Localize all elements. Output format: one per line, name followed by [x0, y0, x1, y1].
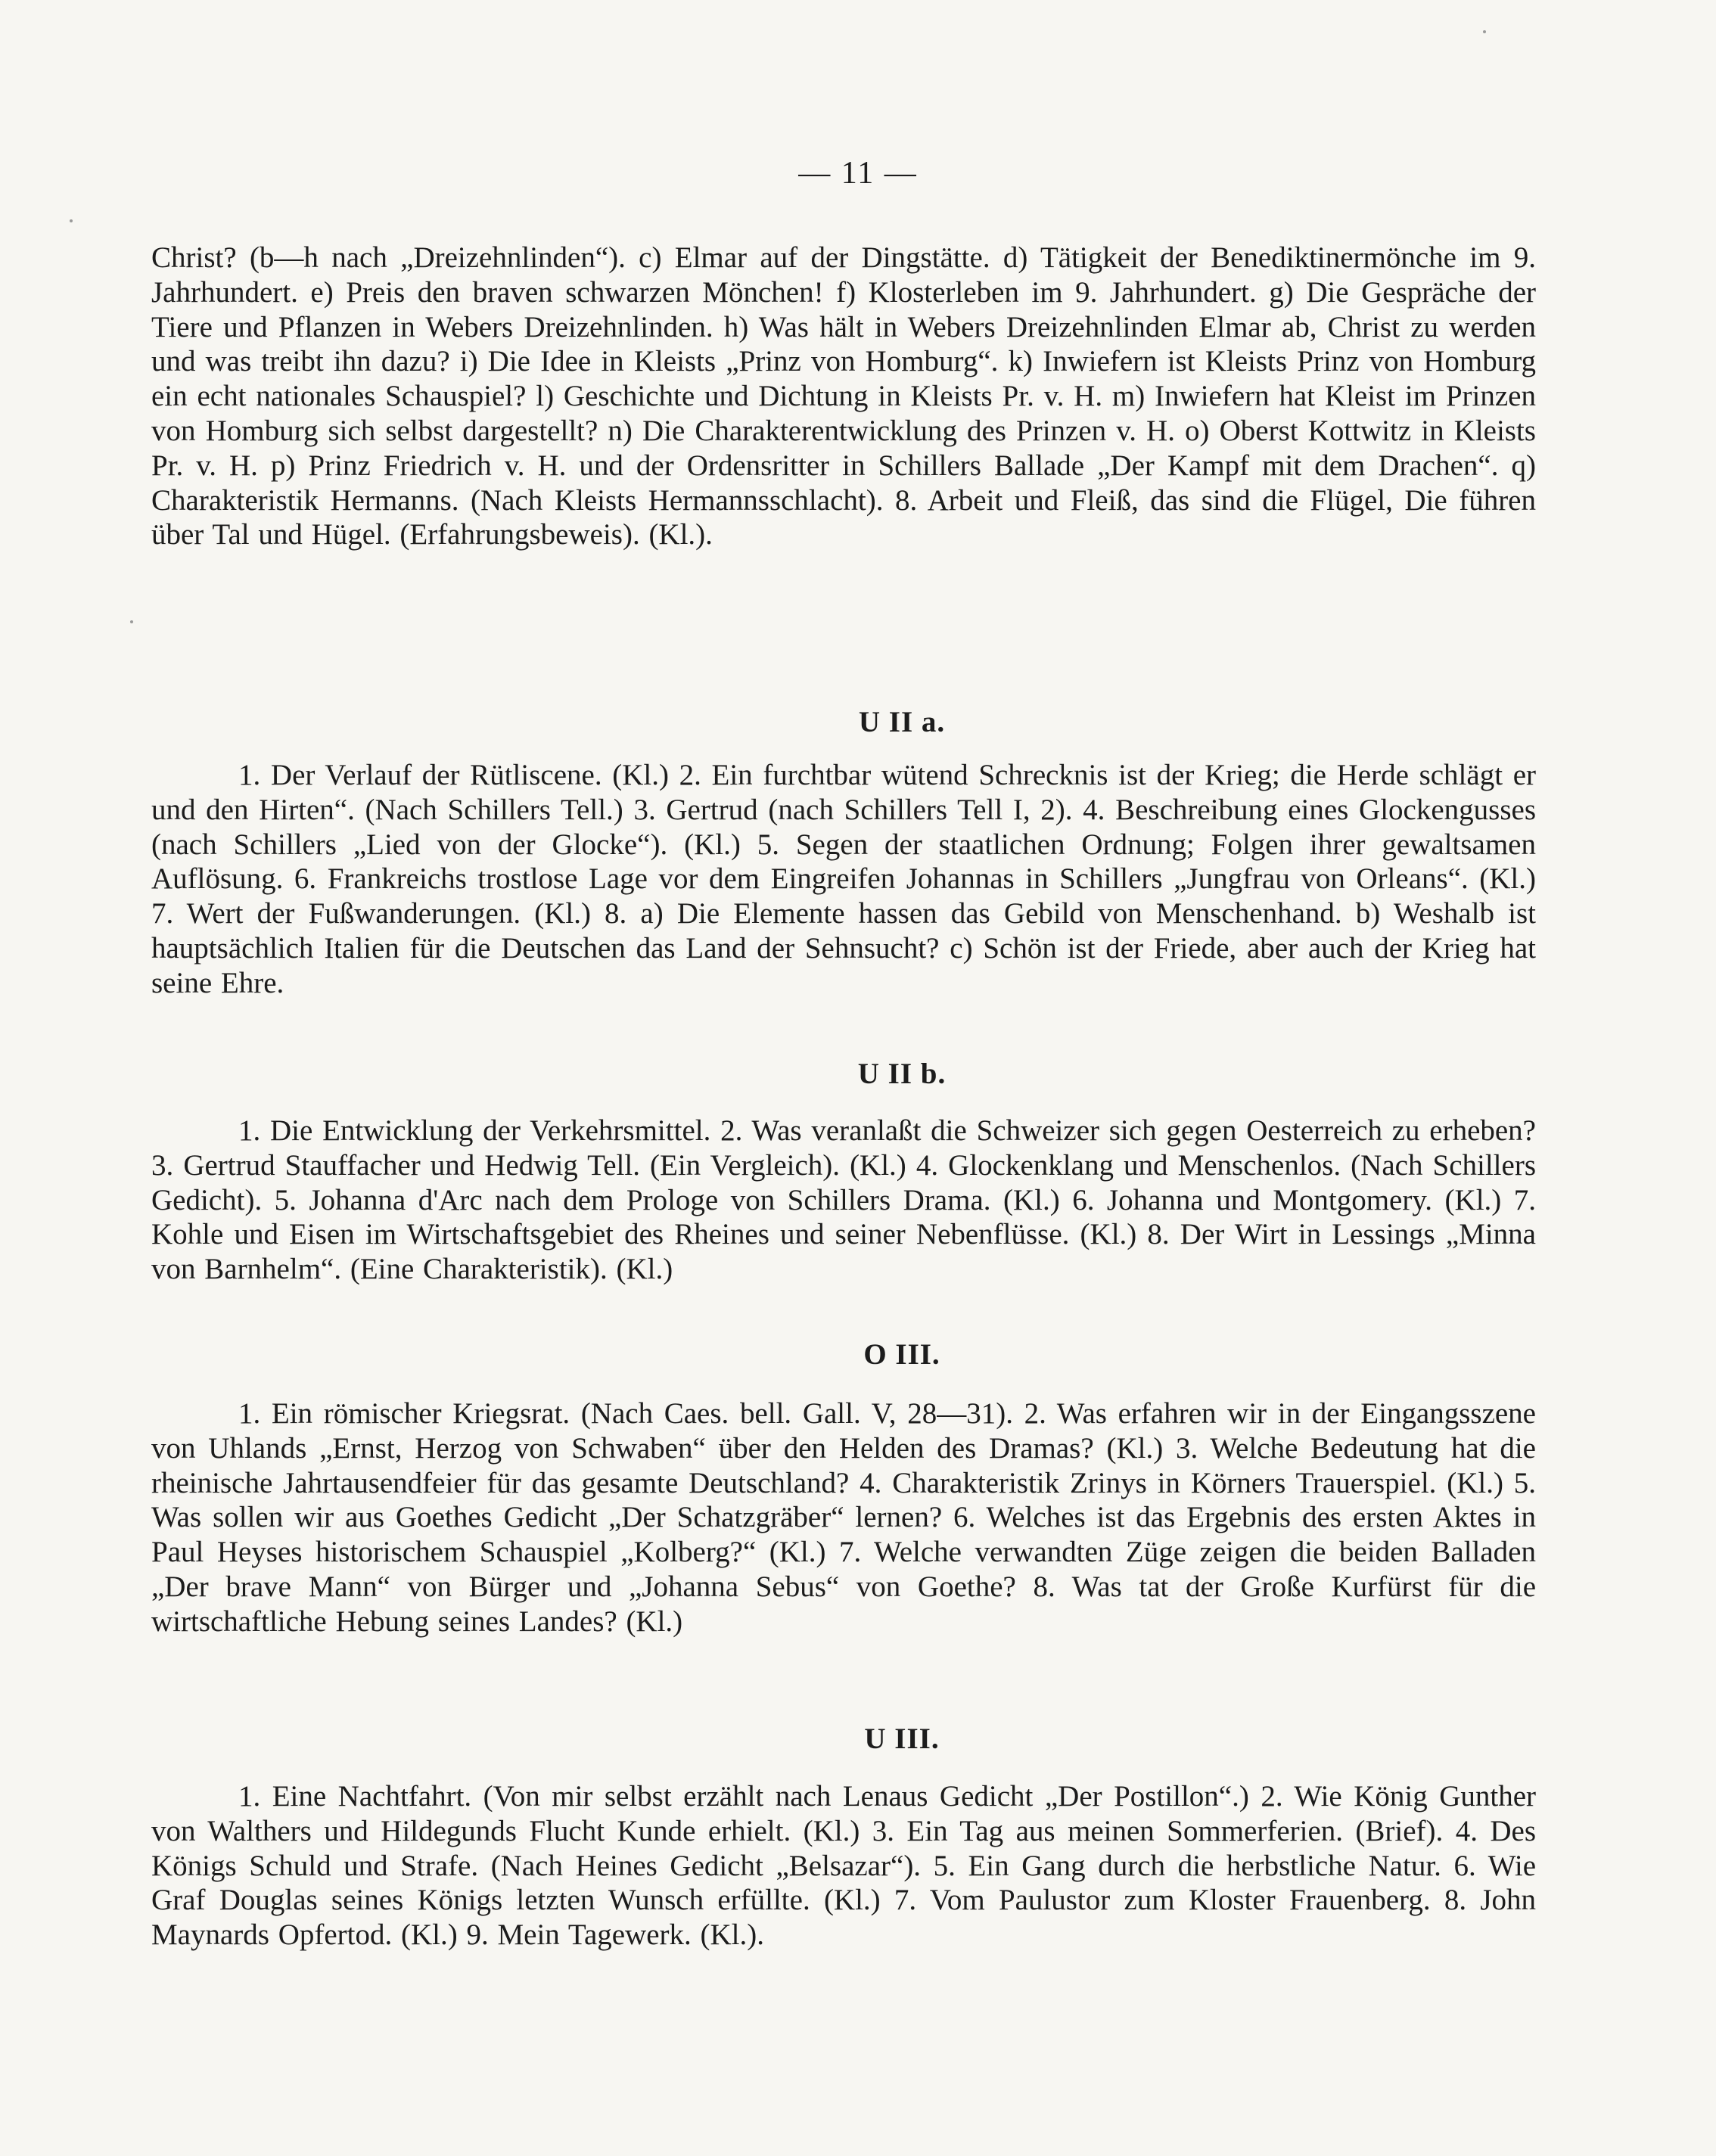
scan-dust-mark [1483, 30, 1486, 33]
section-uiib [151, 1114, 1536, 1287]
section-oiii-text: 1. Ein römischer Kriegsrat. (Nach Caes. bell. Gall. V, 28—31). 2. Was erfahren wir in der Eingangsszene von Uhlands „Ernst, Herzog von Schwaben“ über den Helden des Dramas? (Kl.) 3. Welche Bedeutung hat die rheinische Jahrtausendfeier für das gesamte Deutschland? 4. Charakteristik Zrinys in Körners Trauerspiel. (Kl.) 5. Was sollen wir aus Goethes Gedicht „Der Schatzgräber“ lernen? 6. Welches ist das Ergebnis des ersten Aktes in Paul Heyses historischem Schauspiel „Kolberg?“ (Kl.) 7. Welche verwandten Züge zeigen die beiden Balladen „Der brave Mann“ von Bürger und „Johanna Sebus“ von Goethe? 8. Was tat der Große Kurfürst für die wirtschaftliche Hebung seines Landes? (Kl.) [151, 1397, 1536, 1638]
section-heading-uiia: U II a. [858, 706, 946, 738]
scan-dust-mark [130, 620, 133, 623]
intro-paragraph: Christ? (b—h nach „Dreizehnlinden“). c) Elmar auf der Dingstätte. d) Tätigkeit der Benediktinermönche im 9. Jahrhundert. e) Preis den braven schwarzen Mönchen! f) Klosterleben im 9. Jahrhundert. g) Die Gespräche der Tiere und Pflanzen in Webers Dreizehnlinden. h) Was hält in Webers Dreizehnlinden Elmar ab, Christ zu werden und was treibt ihn dazu? i) Die Idee in Kleists „Prinz von Homburg“. k) Inwiefern ist Kleists Prinz von Homburg ein echt nationales Schauspiel? l) Geschichte und Dichtung in Kleists Pr. v. H. m) Inwiefern hat Kleist im Prinzen von Homburg sich selbst dargestellt? n) Die Charakterentwicklung des Prinzen v. H. o) Oberst Kottwitz in Kleists Pr. v. H. p) Prinz Friedrich v. H. und der Ordensritter in Schillers Ballade „Der Kampf mit dem Drachen“. q) Charakteristik Hermanns. (Nach Kleists Hermannsschlacht). 8. Arbeit und Fleiß, das sind die Flügel, Die führen über Tal und Hügel. (Erfahrungsbeweis). (Kl.). [151, 241, 1536, 551]
section-uiia-text: 1. Der Verlauf der Rütliscene. (Kl.) 2. Ein furchtbar wütend Schrecknis ist der Krieg; die Herde schlägt er und den Hirten“. (Nach Schillers Tell.) 3. Gertrud (nach Schillers Tell I, 2). 4. Beschreibung eines Glockengusses (nach Schillers „Lied von der Glocke“). (Kl.) 5. Segen der staatlichen Ordnung; Folgen ihrer gewaltsamen Auflösung. 6. Frankreichs trostlose Lage vor dem Eingreifen Johannas in Schillers „Jungfrau von Orleans“. (Kl.) 7. Wert der Fußwanderungen. (Kl.) 8. a) Die Elemente hassen das Gebild von Menschenhand. b) Weshalb ist hauptsächlich Italien für die Deutschen das Land der Sehnsucht? c) Schön ist der Friede, aber auch der Krieg hat seine Ehre. [151, 759, 1536, 999]
section-heading-uiib: U II b. [857, 1058, 947, 1090]
page-number: — 11 — [798, 156, 918, 191]
section-heading-oiii: O III. [863, 1338, 940, 1371]
section-uiib-text: 1. Die Entwicklung der Verkehrsmittel. 2. Was veranlaßt die Schweizer sich gegen Oesterreich zu erheben? 3. Gertrud Stauffacher und Hedwig Tell. (Ein Vergleich). (Kl.) 4. Glockenklang und Menschenlos. (Nach Schillers Gedicht). 5. Johanna d'Arc nach dem Prologe von Schillers Drama. (Kl.) 6. Johanna und Montgomery. (Kl.) 7. Kohle und Eisen im Wirtschaftsgebiet des Rheines und seiner Nebenflüsse. (Kl.) 8. Der Wirt in Lessings „Minna von Barnhelm“. (Eine Charakteristik). (Kl.) [151, 1114, 1536, 1286]
scan-dust-mark [70, 219, 73, 222]
section-uiia [151, 758, 1536, 1001]
section-heading-uiii: U III. [864, 1723, 940, 1755]
section-uiii [151, 1779, 1536, 1953]
section-oiii [151, 1396, 1536, 1639]
section-uiii-text: 1. Eine Nachtfahrt. (Von mir selbst erzählt nach Lenaus Gedicht „Der Postillon“.) 2. Wie König Gunther von Walthers und Hildegunds Flucht Kunde erhielt. (Kl.) 3. Ein Tag aus meinen Sommerferien. (Brief). 4. Des Königs Schuld und Strafe. (Nach Heines Gedicht „Belsazar“). 5. Ein Gang durch die herbstliche Natur. 6. Wie Graf Douglas seines Königs letzten Wunsch erfüllte. (Kl.) 7. Vom Paulustor zum Kloster Frauenberg. 8. John Maynards Opfertod. (Kl.) 9. Mein Tagewerk. (Kl.). [151, 1780, 1536, 1952]
intro-paragraph-block [151, 241, 1536, 552]
